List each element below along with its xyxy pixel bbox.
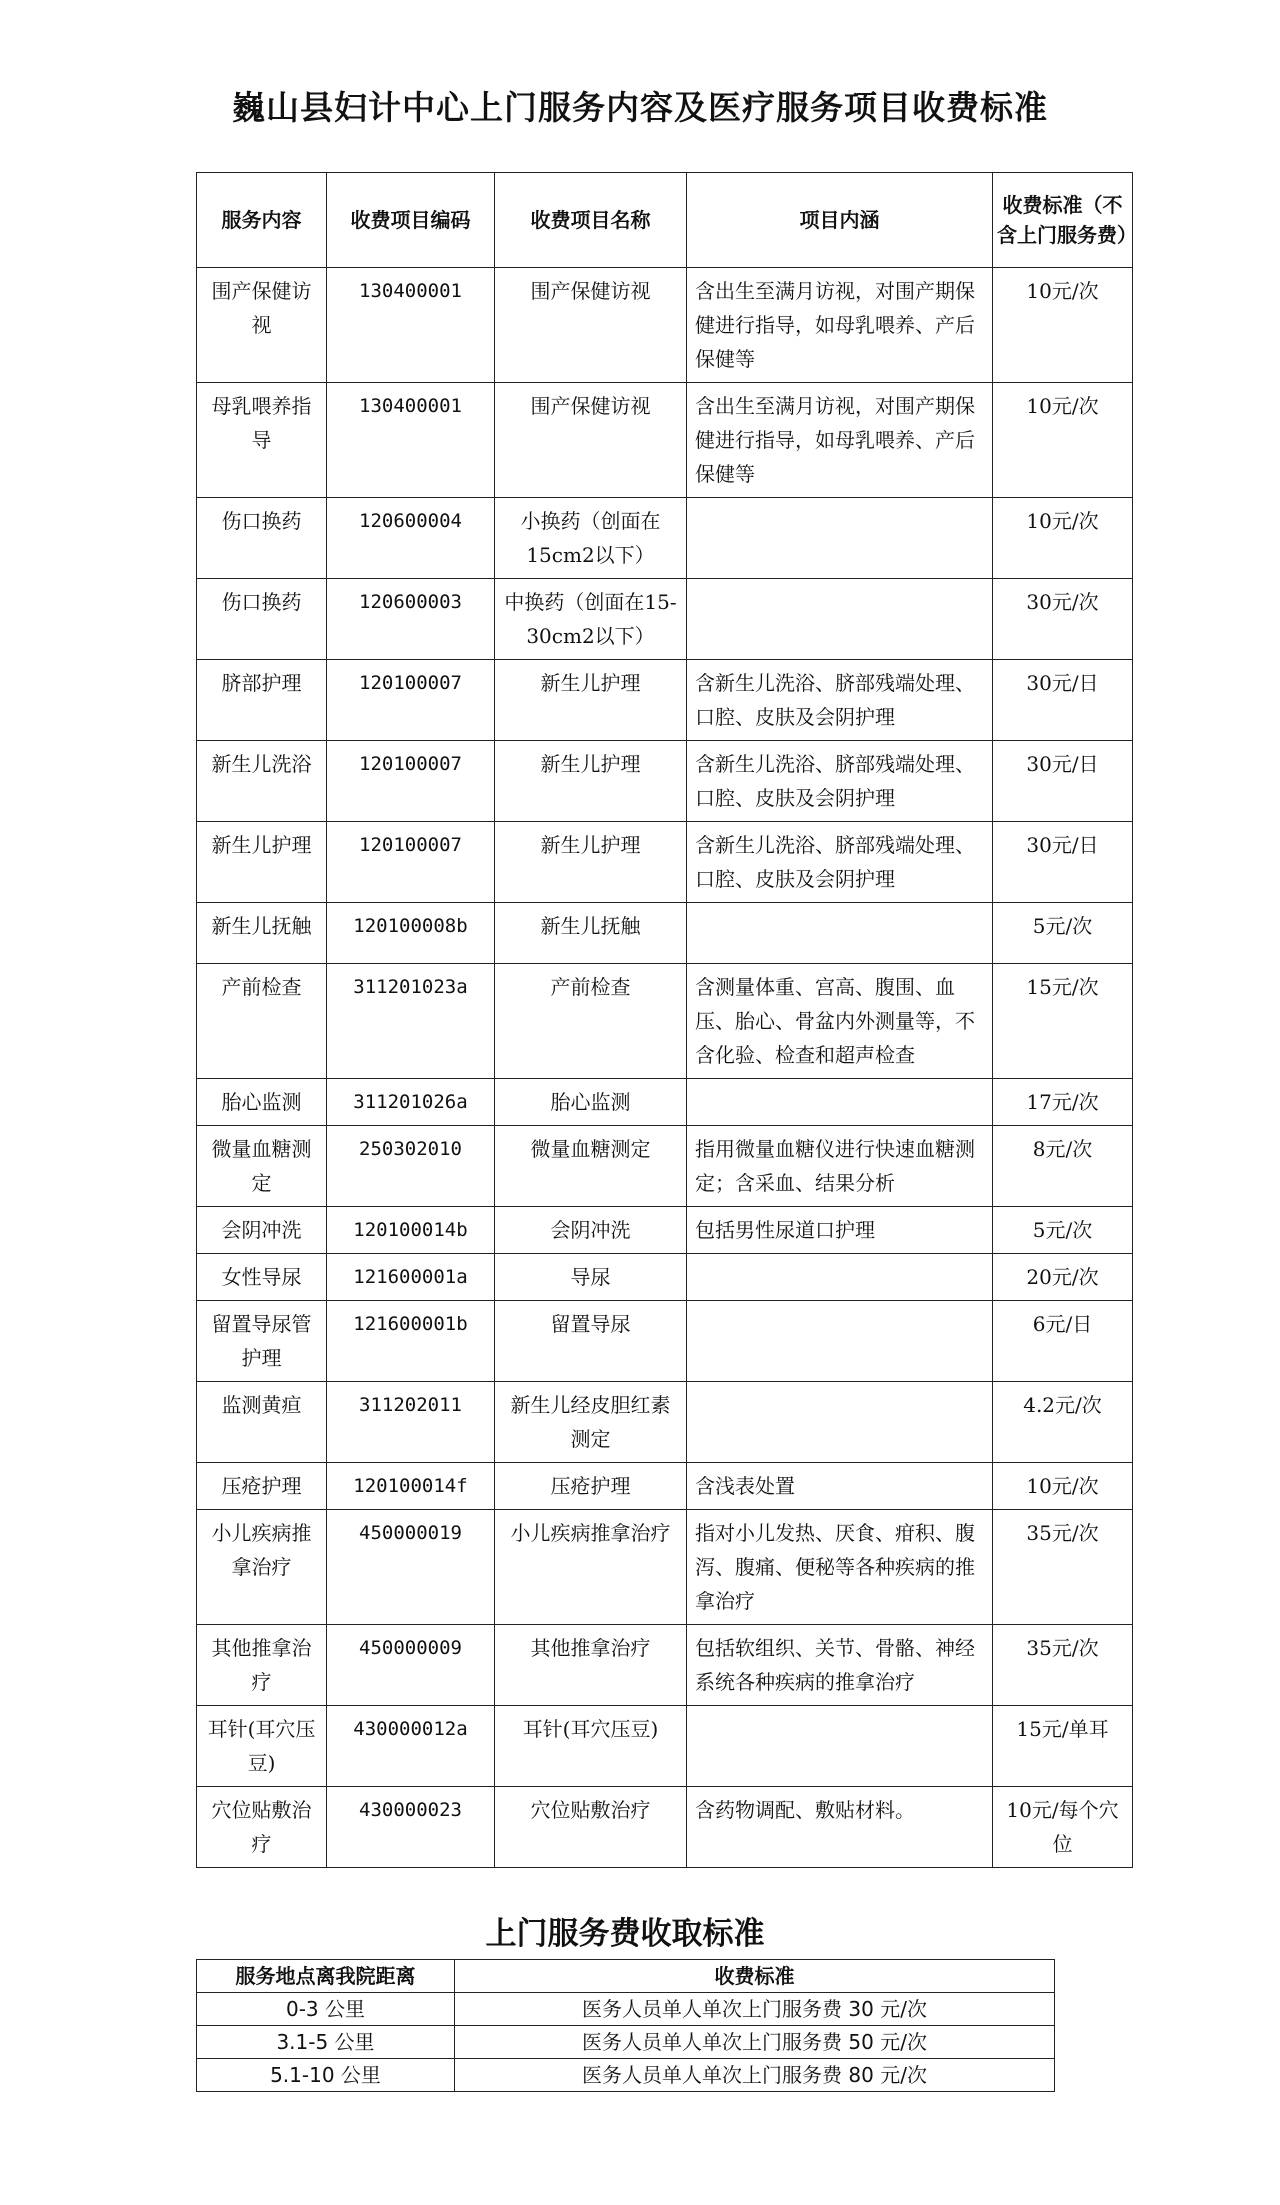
cell-service-content: 监测黄疸: [197, 1382, 327, 1463]
cell-item-name: 会阴冲洗: [495, 1207, 687, 1254]
cell-item-code: 311202011: [327, 1382, 495, 1463]
cell-service-content: 新生儿洗浴: [197, 741, 327, 822]
table-body: [197, 268, 1133, 1868]
cell-fee-standard: 35元/次: [993, 1625, 1133, 1706]
cell-item-code: 450000009: [327, 1625, 495, 1706]
table-row: [197, 1382, 1133, 1463]
cell-fee-standard: 35元/次: [993, 1510, 1133, 1625]
fee-cell-standard: 医务人员单人单次上门服务费 80 元/次: [455, 2059, 1055, 2092]
cell-service-content: 微量血糖测定: [197, 1126, 327, 1207]
cell-item-name: 耳针(耳穴压豆): [495, 1706, 687, 1787]
cell-fee-standard: 10元/每个穴位: [993, 1787, 1133, 1868]
fee-cell-standard: 医务人员单人单次上门服务费 50 元/次: [455, 2026, 1055, 2059]
table-row: [197, 903, 1133, 964]
fee-row: [197, 2059, 1055, 2092]
cell-fee-standard: 10元/次: [993, 1463, 1133, 1510]
cell-item-name: 产前检查: [495, 964, 687, 1079]
cell-fee-standard: 8元/次: [993, 1126, 1133, 1207]
cell-item-name: 新生儿护理: [495, 822, 687, 903]
fee-header-row: [197, 1960, 1055, 1993]
fee-cell-distance: 3.1-5 公里: [197, 2026, 455, 2059]
cell-item-name: 胎心监测: [495, 1079, 687, 1126]
cell-item-code: 120600004: [327, 498, 495, 579]
cell-item-code: 130400001: [327, 268, 495, 383]
cell-item-content: 含测量体重、宫高、腹围、血压、胎心、骨盆内外测量等，不含化验、检查和超声检查: [687, 964, 993, 1079]
cell-service-content: 伤口换药: [197, 579, 327, 660]
cell-item-content: 包括男性尿道口护理: [687, 1207, 993, 1254]
cell-service-content: 母乳喂养指导: [197, 383, 327, 498]
cell-fee-standard: 30元/日: [993, 660, 1133, 741]
cell-service-content: 压疮护理: [197, 1463, 327, 1510]
cell-item-code: 430000012a: [327, 1706, 495, 1787]
table-row: [197, 660, 1133, 741]
table-row: [197, 383, 1133, 498]
cell-service-content: 会阴冲洗: [197, 1207, 327, 1254]
cell-fee-standard: 6元/日: [993, 1301, 1133, 1382]
table-row: [197, 741, 1133, 822]
cell-item-name: 新生儿经皮胆红素测定: [495, 1382, 687, 1463]
fee-row: [197, 2026, 1055, 2059]
table-row: [197, 1207, 1133, 1254]
cell-item-code: 311201026a: [327, 1079, 495, 1126]
fee-header-standard: 收费标准: [455, 1960, 1055, 1993]
cell-fee-standard: 30元/日: [993, 741, 1133, 822]
cell-item-code: 120600003: [327, 579, 495, 660]
header-service-content: 服务内容: [197, 173, 327, 268]
table-row: [197, 1706, 1133, 1787]
cell-item-content: [687, 1301, 993, 1382]
table-header-row: [197, 173, 1133, 268]
cell-item-name: 压疮护理: [495, 1463, 687, 1510]
fee-cell-distance: 5.1-10 公里: [197, 2059, 455, 2092]
header-fee-standard: 收费标准（不含上门服务费）: [993, 173, 1133, 268]
cell-item-code: 120100007: [327, 660, 495, 741]
cell-service-content: 胎心监测: [197, 1079, 327, 1126]
cell-item-code: 120100007: [327, 741, 495, 822]
table-row: [197, 1301, 1133, 1382]
cell-service-content: 新生儿抚触: [197, 903, 327, 964]
cell-item-name: 新生儿护理: [495, 741, 687, 822]
table-row: [197, 964, 1133, 1079]
cell-item-code: 130400001: [327, 383, 495, 498]
cell-fee-standard: 10元/次: [993, 498, 1133, 579]
fee-cell-standard: 医务人员单人单次上门服务费 30 元/次: [455, 1993, 1055, 2026]
cell-service-content: 伤口换药: [197, 498, 327, 579]
cell-item-content: 含药物调配、敷贴材料。: [687, 1787, 993, 1868]
cell-item-code: 250302010: [327, 1126, 495, 1207]
cell-service-content: 女性导尿: [197, 1254, 327, 1301]
table-row: [197, 498, 1133, 579]
cell-service-content: 留置导尿管护理: [197, 1301, 327, 1382]
cell-item-content: 含出生至满月访视，对围产期保健进行指导，如母乳喂养、产后保健等: [687, 268, 993, 383]
cell-fee-standard: 5元/次: [993, 903, 1133, 964]
cell-item-content: 含出生至满月访视，对围产期保健进行指导，如母乳喂养、产后保健等: [687, 383, 993, 498]
fee-section-title: 上门服务费收取标准: [485, 1916, 765, 1952]
cell-item-name: 围产保健访视: [495, 268, 687, 383]
cell-item-code: 450000019: [327, 1510, 495, 1625]
table-row: [197, 268, 1133, 383]
cell-item-content: 含浅表处置: [687, 1463, 993, 1510]
fee-table-body: [197, 1993, 1055, 2092]
cell-fee-standard: 30元/日: [993, 822, 1133, 903]
cell-fee-standard: 15元/次: [993, 964, 1133, 1079]
home-visit-fee-table: [196, 1959, 1055, 2092]
cell-item-content: [687, 1254, 993, 1301]
cell-item-name: 导尿: [495, 1254, 687, 1301]
cell-fee-standard: 15元/单耳: [993, 1706, 1133, 1787]
cell-service-content: 新生儿护理: [197, 822, 327, 903]
cell-fee-standard: 17元/次: [993, 1079, 1133, 1126]
cell-item-name: 其他推拿治疗: [495, 1625, 687, 1706]
cell-item-name: 留置导尿: [495, 1301, 687, 1382]
cell-item-content: [687, 1382, 993, 1463]
table-row: [197, 1787, 1133, 1868]
header-item-content: 项目内涵: [687, 173, 993, 268]
service-fee-table: [196, 172, 1137, 1868]
cell-item-code: 120100008b: [327, 903, 495, 964]
cell-item-content: [687, 1706, 993, 1787]
cell-item-code: 120100007: [327, 822, 495, 903]
cell-item-name: 新生儿护理: [495, 660, 687, 741]
cell-item-name: 小换药（创面在15cm2以下）: [495, 498, 687, 579]
cell-item-content: 包括软组织、关节、骨骼、神经系统各种疾病的推拿治疗: [687, 1625, 993, 1706]
cell-fee-standard: 5元/次: [993, 1207, 1133, 1254]
cell-service-content: 穴位贴敷治疗: [197, 1787, 327, 1868]
cell-service-content: 脐部护理: [197, 660, 327, 741]
cell-item-name: 微量血糖测定: [495, 1126, 687, 1207]
fee-cell-distance: 0-3 公里: [197, 1993, 455, 2026]
table-row: [197, 1625, 1133, 1706]
page-title: 巍山县妇计中心上门服务内容及医疗服务项目收费标准: [232, 88, 1048, 127]
header-item-code: 收费项目编码: [327, 173, 495, 268]
cell-item-content: [687, 579, 993, 660]
cell-item-name: 穴位贴敷治疗: [495, 1787, 687, 1868]
cell-item-code: 430000023: [327, 1787, 495, 1868]
cell-service-content: 围产保健访视: [197, 268, 327, 383]
cell-item-content: 含新生儿洗浴、脐部残端处理、口腔、皮肤及会阴护理: [687, 741, 993, 822]
table-row: [197, 1126, 1133, 1207]
fee-header-distance: 服务地点离我院距离: [197, 1960, 455, 1993]
header-item-name: 收费项目名称: [495, 173, 687, 268]
cell-service-content: 产前检查: [197, 964, 327, 1079]
cell-item-content: 指用微量血糖仪进行快速血糖测定；含采血、结果分析: [687, 1126, 993, 1207]
cell-item-name: 小儿疾病推拿治疗: [495, 1510, 687, 1625]
cell-service-content: 其他推拿治疗: [197, 1625, 327, 1706]
cell-fee-standard: 4.2元/次: [993, 1382, 1133, 1463]
cell-item-name: 新生儿抚触: [495, 903, 687, 964]
cell-item-name: 围产保健访视: [495, 383, 687, 498]
cell-service-content: 耳针(耳穴压豆): [197, 1706, 327, 1787]
cell-item-content: [687, 498, 993, 579]
table-row: [197, 822, 1133, 903]
cell-fee-standard: 10元/次: [993, 383, 1133, 498]
table-row: [197, 1463, 1133, 1510]
table-row: [197, 579, 1133, 660]
cell-item-content: [687, 903, 993, 964]
cell-item-code: 121600001b: [327, 1301, 495, 1382]
table-row: [197, 1079, 1133, 1126]
cell-service-content: 小儿疾病推拿治疗: [197, 1510, 327, 1625]
cell-item-code: 120100014b: [327, 1207, 495, 1254]
cell-fee-standard: 30元/次: [993, 579, 1133, 660]
fee-row: [197, 1993, 1055, 2026]
cell-item-content: 指对小儿发热、厌食、疳积、腹泻、腹痛、便秘等各种疾病的推拿治疗: [687, 1510, 993, 1625]
cell-item-content: 含新生儿洗浴、脐部残端处理、口腔、皮肤及会阴护理: [687, 822, 993, 903]
cell-item-content: 含新生儿洗浴、脐部残端处理、口腔、皮肤及会阴护理: [687, 660, 993, 741]
cell-fee-standard: 10元/次: [993, 268, 1133, 383]
table-row: [197, 1254, 1133, 1301]
cell-item-code: 121600001a: [327, 1254, 495, 1301]
cell-item-name: 中换药（创面在15-30cm2以下）: [495, 579, 687, 660]
cell-item-content: [687, 1079, 993, 1126]
cell-item-code: 311201023a: [327, 964, 495, 1079]
cell-fee-standard: 20元/次: [993, 1254, 1133, 1301]
cell-item-code: 120100014f: [327, 1463, 495, 1510]
table-row: [197, 1510, 1133, 1625]
